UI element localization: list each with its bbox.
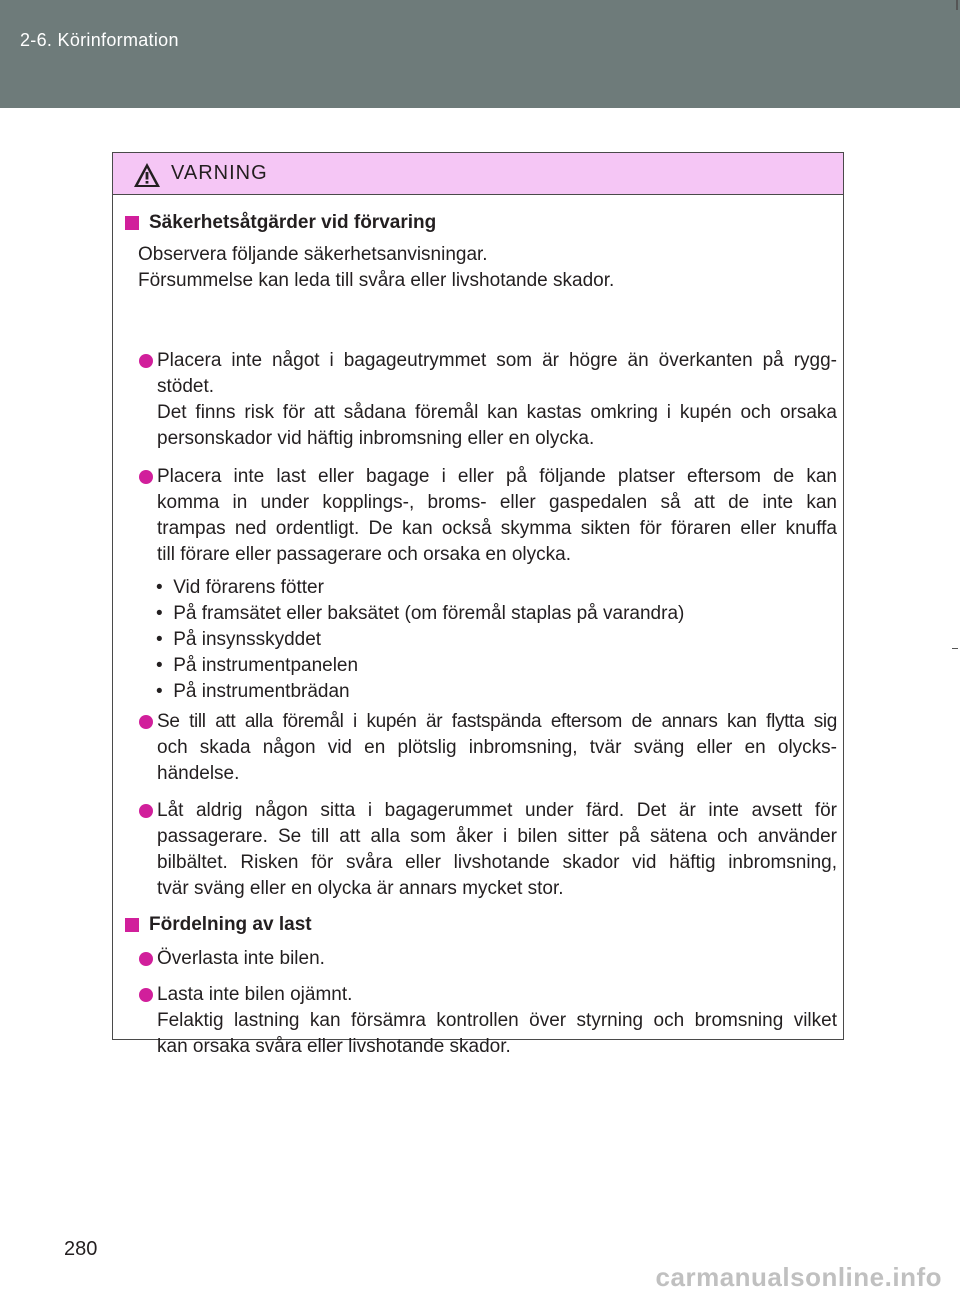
- round-bullet-icon: [139, 988, 153, 1002]
- section-heading-text: Fördelning av last: [149, 914, 312, 935]
- watermark: carmanualsonline.info: [655, 1262, 942, 1292]
- square-bullet-icon: [125, 918, 139, 932]
- bullet-line: Placera inte last eller bagage i eller på följande platser eftersom de kan: [157, 466, 837, 487]
- warning-box: [112, 152, 844, 1057]
- bullet-line: kan orsaka svåra eller livshotande skador.: [157, 1036, 511, 1057]
- bullet-line: bilbältet. Risken för svåra eller livshotande skador vid häftig inbromsning,: [157, 852, 837, 873]
- intro-line: Försummelse kan leda till svåra eller livshotande skador.: [138, 270, 615, 291]
- bullet-paragraph: [157, 946, 837, 972]
- bullet-line: trampas ned ordentligt. De kan också skymma sikten för föraren eller knuffa: [157, 518, 837, 539]
- intro-line: Observera följande säkerhetsanvisningar.: [138, 244, 488, 265]
- bullet-paragraph: [157, 709, 837, 787]
- bullet-paragraph: [157, 798, 837, 902]
- bullet-line: komma in under kopplings-, broms- eller gaspedalen så att de inte kan: [157, 492, 837, 513]
- page-number: 280: [64, 1238, 98, 1260]
- crop-mark-top: [956, 0, 958, 10]
- round-bullet-icon: [139, 354, 153, 368]
- bullet-line: Överlasta inte bilen.: [157, 948, 325, 969]
- bullet-line: Lasta inte bilen ojämnt.: [157, 984, 353, 1005]
- sub-item: • På insynsskyddet: [156, 629, 322, 650]
- round-bullet-icon: [139, 804, 153, 818]
- bullet-line: Låt aldrig någon sitta i bagagerummet under färd. Det är inte avsett för: [157, 800, 837, 821]
- bullet-line: till förare eller passagerare och orsaka en olycka.: [157, 544, 571, 565]
- round-bullet-icon: [139, 952, 153, 966]
- square-bullet-icon: [125, 216, 139, 230]
- bullet-line: personskador vid häftig inbromsning eller en olycka.: [157, 428, 595, 449]
- bullet-line: Se till att alla föremål i kupén är fastspända eftersom de annars kan flytta sig: [157, 711, 837, 732]
- bullet-line: händelse.: [157, 763, 240, 784]
- page-header: [0, 0, 960, 108]
- bullet-paragraph: [157, 464, 837, 568]
- section-heading-text: Säkerhetsåtgärder vid förvaring: [149, 212, 437, 233]
- crop-mark-mid: [952, 648, 958, 649]
- round-bullet-icon: [139, 470, 153, 484]
- warning-triangle-icon: [133, 162, 161, 188]
- warning-header: [113, 153, 843, 195]
- section-heading: [125, 210, 825, 236]
- bullet-line: stödet.: [157, 376, 215, 397]
- bullet-line: Felaktig lastning kan försämra kontrollen över styrning och bromsning vilket: [157, 1010, 837, 1031]
- bullet-line: Placera inte något i bagageutrymmet som är högre än överkanten på rygg-: [157, 350, 837, 371]
- warning-title: VARNING: [171, 162, 268, 184]
- bullet-line: passagerare. Se till att alla som åker i bilen sitter på sätena och använder: [157, 826, 837, 847]
- sub-item: • På instrumentbrädan: [156, 681, 350, 702]
- round-bullet-icon: [139, 715, 153, 729]
- bullet-paragraph: [157, 348, 837, 452]
- section-heading: [125, 912, 825, 938]
- bullet-line: Det finns risk för att sådana föremål kan kastas omkring i kupén och orsaka: [157, 402, 837, 423]
- sub-item: • Vid förarens fötter: [156, 577, 324, 598]
- sub-item: • På instrumentpanelen: [156, 655, 359, 676]
- sub-item: • På framsätet eller baksätet (om föremål staplas på varandra): [156, 603, 685, 624]
- bullet-line: och skada någon vid en plötslig inbromsning, tvär sväng eller en olycks-: [157, 737, 837, 758]
- intro-paragraph: [138, 242, 838, 294]
- bullet-paragraph: [157, 982, 837, 1060]
- section-title: 2-6. Körinformation: [20, 30, 179, 50]
- bullet-line: tvär sväng eller en olycka är annars mycket stor.: [157, 878, 564, 899]
